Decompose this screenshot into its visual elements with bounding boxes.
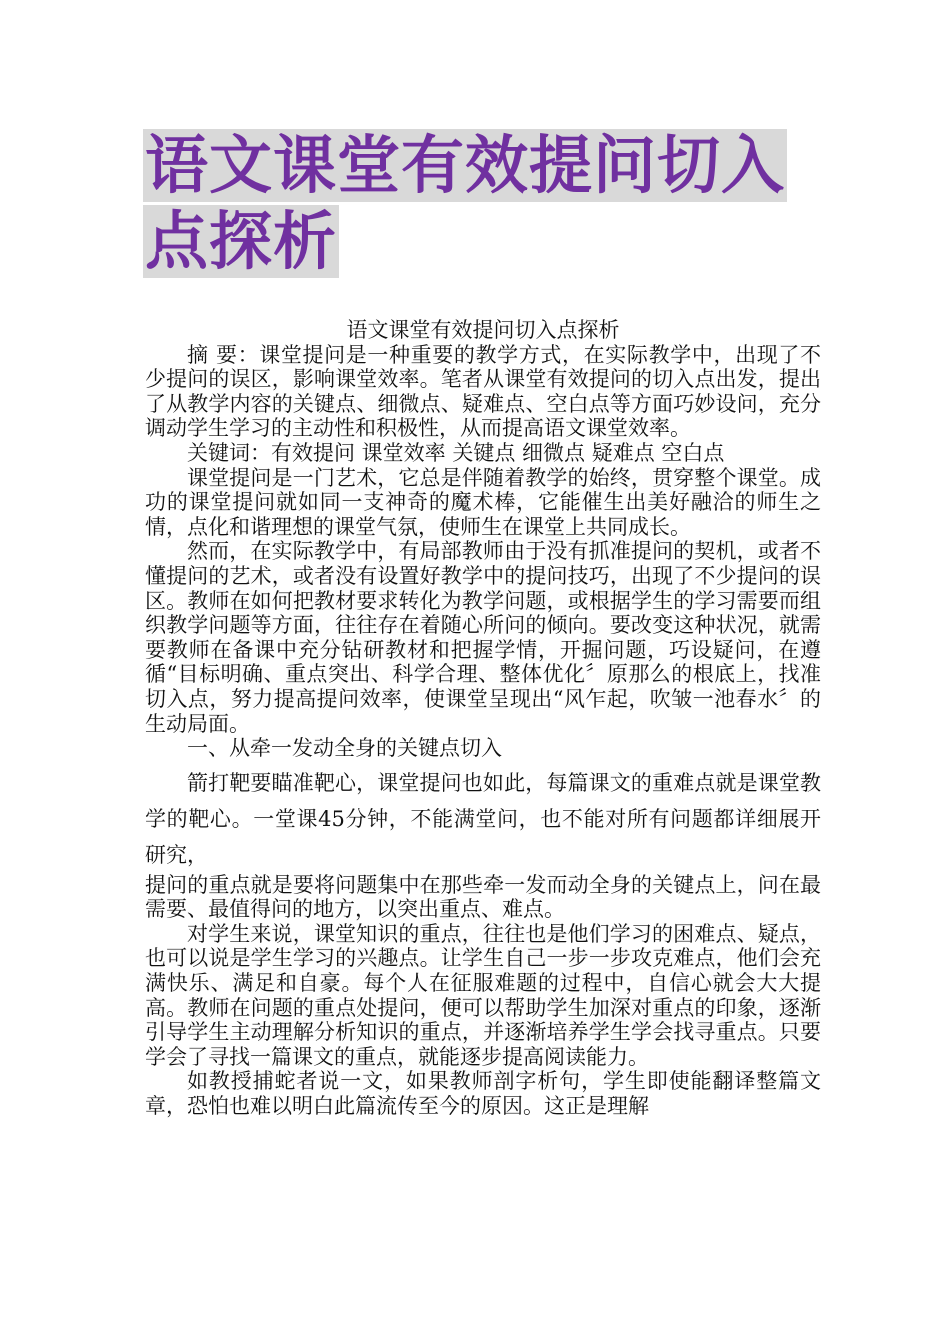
abstract-paragraph: 摘 要：课堂提问是一种重要的教学方式，在实际教学中，出现了不少提问的误区，影响课堂效率。笔者从课堂有效提问的切入点出发，提出了从教学内容的关键点、细微点、疑难点、空白点等方面巧妙设问，充分调动学生学习的主动性和积极性，从而提高语文课堂效率。 bbox=[145, 342, 821, 441]
body-paragraph-continued: 提问的重点就是要将问题集中在那些牵一发而动全身的关键点上，问在最需要、最值得问的地方，以突出重点、难点。 bbox=[145, 872, 821, 922]
section-heading: 一、从牵一发动全身的关键点切入 bbox=[187, 736, 502, 761]
document-subtitle: 语文课堂有效提问切入点探析 bbox=[346, 318, 620, 342]
body-paragraph: 对学生来说，课堂知识的重点，往往也是他们学习的困难点、疑点，也可以说是学生学习的兴趣点。让学生自己一步一步攻克难点，他们会充满快乐、满足和自豪。每个人在征服难题的过程中，自信心就会大大提高。教师在问题的重点处提问，便可以帮助学生加深对重点的印象，逐渐引导学生主动理解分析知识的重点，并逐渐培养学生学会找寻重点。只要学会了寻找一篇课文的重点，就能逐步提高阅读能力。 bbox=[145, 921, 821, 1069]
body-paragraph-loose: 箭打靶要瞄准靶心，课堂提问也如此，每篇课文的重难点就是课堂教学的靶心。一堂课45分钟，不能满堂问，也不能对所有问题都详细展开研究， bbox=[145, 770, 821, 867]
document-body bbox=[145, 318, 821, 1119]
body-paragraph: 如教授捕蛇者说一文，如果教师剖字析句，学生即使能翻译整篇文章，恐怕也难以明白此篇流传至今的原因。这正是理解 bbox=[145, 1069, 821, 1119]
document-title-text: 语文课堂有效提问切入点探析 bbox=[145, 129, 785, 278]
body-paragraph: 然而，在实际教学中，有局部教师由于没有抓准提问的契机，或者不懂提问的艺术，或者没有设置好教学中的提问技巧，出现了不少提问的误区。教师在如何把教材要求转化为教学问题，或根据学生的学习需要而组织教学问题等方面，往往存在着随心所问的倾向。要改变这种状况，就需要教师在备课中充分钻研教材和把握学情，开掘问题，巧设疑问，在遵循“目标明确、重点突出、科学合理、整体优化〞原那么的根底上，找准切入点，努力提高提问效率，使课堂呈现出“风乍起，吹皱一池春水〞的生动局面。 bbox=[145, 539, 821, 736]
keywords-line: 关键词：有效提问 课堂效率 关键点 细微点 疑难点 空白点 bbox=[187, 440, 725, 465]
document-title bbox=[143, 128, 823, 280]
body-paragraph: 课堂提问是一门艺术，它总是伴随着教学的始终，贯穿整个课堂。成功的课堂提问就如同一支神奇的魔术棒，它能催生出美好融洽的师生之情，点化和谐理想的课堂气氛，使师生在课堂上共同成长。 bbox=[145, 465, 821, 539]
